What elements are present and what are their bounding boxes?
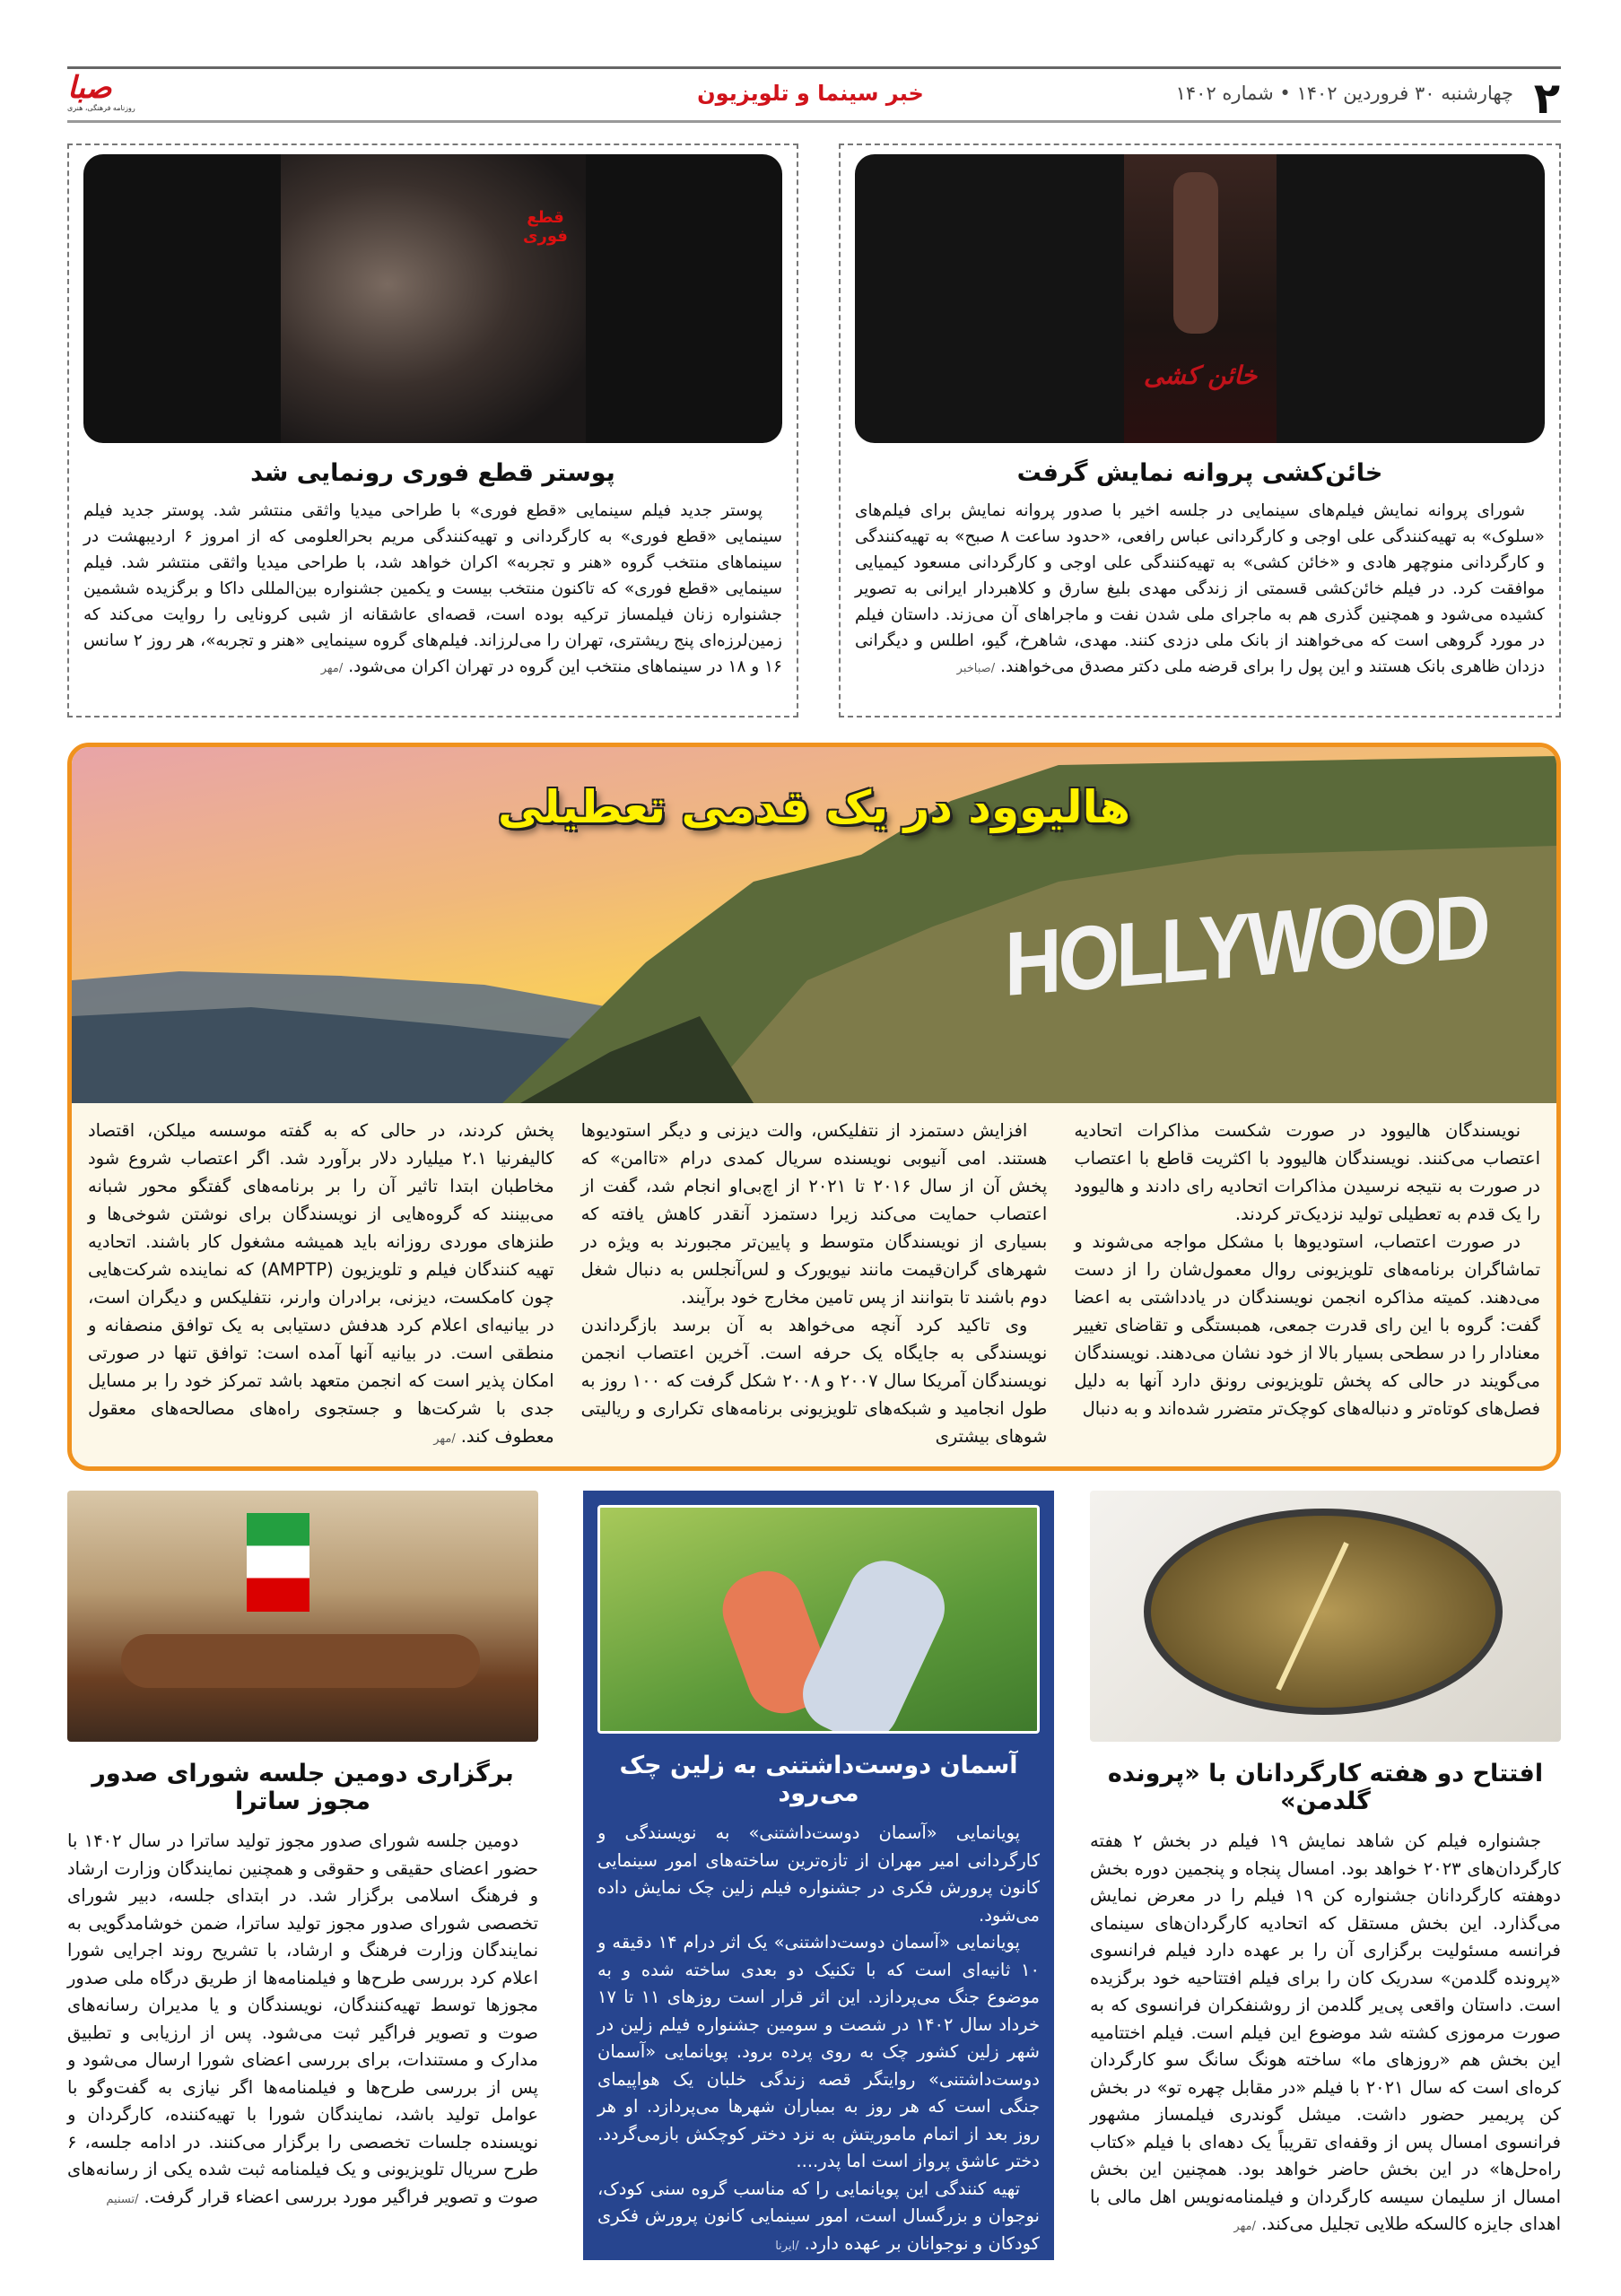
article-body: جشنواره فیلم کن شاهد نمایش ۱۹ فیلم در بخش ۲ هفته کارگردان‌های ۲۰۲۳ خواهد بود. امسال پنجاه و پنجمین دوره بخش دوهفته کارگردانان جشنواره کن ۱۹ فیلم را در معرض نمایش می‌گذارد. این بخش مستقل که اتحادیه کارگردان‌های سینمای فرانسه مسئولیت برگزاری آن را بر عهده دارد فیلم فرانسوی «پرونده گلدمن» سدریک کان را برای فیلم افتتاحیه خود برگزیده است. داستان واقعی پی‌یر گلدمن از روشنفکران فرانسوی که به صورت مرموزی کشته شد موضوع این فیلم است. فیلم اختتامیه این بخش هم «روزهای ما» ساخته هونگ سانگ سو کارگردان کره‌ای است که سال ۲۰۲۱ با فیلم «در مقابل چهره تو» در بخش کن پریمیر حضور داشت. میشل گوندری فیلمساز مشهور فرانسوی امسال پس از وقفه‌ای تقریباً یک دهه‌ای با فیلم «کتاب راه‌حل‌ها» در این بخش حاضر خواهد بود. همچنین این بخش امسال از سلیمان سیسه کارگردان و فیلمنامه‌نویس اهل مالی با اهدای جایزه کالسکه طلایی تجلیل می‌کند./مهر xyxy=(1090,1831,1562,2234)
paragraph: وی تاکید کرد آنچه می‌خواهد به آن برسد بازگرداندن نویسندگی به جایگاه یک حرفه است. آخرین اعتصاب انجمن نویسندگان آمریکا سال ۲۰۰۷ و ۲۰۰۸ شکل گرفت که ۱۰۰ روز به طول انجامید و شبکه‌های تلویزیونی برنامه‌های تکراری و ریالیتی شوهای بیشتری xyxy=(580,1315,1048,1447)
banner-column-3 xyxy=(88,1117,554,1453)
hollywood-sign-photo xyxy=(72,747,1556,1103)
paragraph: تهیه کنندگی این پویانمایی را که مناسب گروه سنی کودک، نوجوان و بزرگسال است، امور سینمایی کانون پرورش فکری کودکان و نوجوانان بر عهده دارد. xyxy=(597,2178,1040,2254)
article-khaen-koshi xyxy=(839,144,1561,718)
article-headline: پوستر قطع فوری رونمایی شد xyxy=(250,459,615,487)
article-headline: برگزاری دومین جلسه شورای صدور مجوز ساترا xyxy=(92,1760,514,1815)
header-top-rule xyxy=(67,66,1561,69)
source-credit: /تسنیم xyxy=(106,2192,139,2206)
paragraph: پخش کردند، در حالی که به گفته موسسه میلکن، اقتصاد کالیفرنیا ۲.۱ میلیارد دلار برآورد شد. اگر اعتصاب شروع شود مخاطبان ابتدا تاثیر آن را بر برنامه‌های گفتگو محور شبانه می‌بینند که گروه‌هایی از نویسندگان برای نوشتن شوخی‌ها و طنزهای موردی روزانه باید همیشه مشغول کار باشند. اتحادیه تهیه کنندگان فیلم و تلویزیون (AMPTP) که نماینده شرکت‌هایی چون کامکست، دیزنی، برادران وارنر، نتفلیکس و دیگران است، در بیانیه‌ای اعلام کرد هدفش دستیابی به یک توافق منصفانه و منطقی است. در بیانیه آنها آمده است: توافق تنها در صورتی امکان پذیر است که انجمن متعهد باشد تمرکز خود را بر مسایل جدی با شرکت‌ها و جستجوی راه‌های مصالحه‌های معقول معطوف کند. xyxy=(87,1120,554,1447)
animation-still xyxy=(597,1505,1040,1734)
article-ghate-fori xyxy=(67,144,798,718)
logo-text: صبا xyxy=(67,70,112,106)
article-body: شورای پروانه نمایش فیلم‌های سینمایی در جلسه اخیر با صدور پروانه نمایش برای فیلم‌های «سلوک» به تهیه‌کنندگی علی اوجی و کارگردانی عباس رافعی، «حدود ساعت ۸ صبح» به تهیه‌کنندگی و کارگردانی منوچهر هادی و «خائن کشی» به تهیه‌کنندگی علی اوجی و کارگردانی مسعود کیمیایی موافقت کرد. در فیلم خائن‌کشی قسمتی از زندگی مهدی بلیغ سارق و کلاهبردار ایرانی به تصویر کشیده می‌شود و همچنین گذری هم به ماجرای ملی شدن نفت و ماجراهای آن می‌زند. داستان فیلم در مورد گروهی است که می‌خواهند از بانک ملی دزدی کنند. مهدی، شاهرخ، گیو، اطلس و دیگرانی دزدان ظاهری بانک هستند و این پول را برای قرضه ملی دکتر مصدق می‌خواهند./صباخبر xyxy=(855,501,1545,676)
banner-headline: هالیوود در یک قدمی تعطیلی xyxy=(497,781,1131,833)
poster-image-ghate-fori xyxy=(83,154,782,443)
article-satra xyxy=(67,1491,538,2213)
poster-title: خائن کشی xyxy=(1143,361,1258,390)
poster-image-khaen-koshi xyxy=(855,154,1545,443)
banner-column-1 xyxy=(1074,1117,1540,1453)
article-body: دومین جلسه شورای صدور مجوز تولید ساترا در سال ۱۴۰۲ با حضور اعضای حقیقی و حقوقی و همچنین نمایندگان وزارت ارشاد و فرهنگ اسلامی برگزار شد. در ابتدای جلسه، دبیر شورای تخصصی شورای صدور مجوز تولید ساترا، ضمن خوشامدگویی به نمایندگان وزارت فرهنگ و ارشاد، با تشریح روند اجرایی شورا اعلام کرد بررسی طرح‌ها و فیلمنامه‌ها از طریق درگاه ملی صدور مجوزها توسط تهیه‌کنندگان، نویسندگان و یا مدیران رسانه‌های صوت و تصویر فراگیر ثبت می‌شود. پس از ارزیابی و تطبیق مدارک و مستندات، برای بررسی اعضای شورا ارسال می‌شود و پس از بررسی طرح‌ها و فیلمنامه‌ها اگر نیازی به گفت‌وگو با عوامل تولید باشد، نمایندگان شورا با تهیه‌کننده، کارگردان و نویسنده جلسات تخصصی را برگزار می‌کنند. در ادامه جلسه، ۶ طرح سریال تلویزیونی و یک فیلمنامه ثبت شده یکی از رسانه‌های صوت و تصویر فراگیر مورد بررسی اعضاء قرار گرفت./تسنیم xyxy=(67,1831,538,2207)
source-credit: /ایرنا xyxy=(775,2239,799,2253)
header-bottom-rule xyxy=(67,120,1561,123)
paragraph: پویانمایی «آسمان دوست‌داشتنی» به نویسندگی و کارگردانی امیر مهران از تازه‌ترین ساخته‌های امور سینمایی کانون پرورش فکری در جشنواره فیلم زلین چک نمایش داده می‌شود. xyxy=(597,1822,1040,1926)
banner-columns xyxy=(88,1117,1540,1453)
banner-column-2 xyxy=(581,1117,1048,1453)
section-title: خبر سینما و تلویزیون xyxy=(697,81,924,106)
issue-date: چهارشنبه ۳۰ فروردین ۱۴۰۲ • شماره ۱۴۰۲ xyxy=(1175,83,1513,104)
article-headline: خائن‌کشی پروانه نمایش گرفت xyxy=(1016,459,1383,487)
meeting-photo xyxy=(67,1491,538,1742)
source-credit: /مهر xyxy=(1233,2220,1256,2233)
paragraph: افزایش دستمزد از نتفلیکس، والت دیزنی و دیگر استودیوها هستند. امی آنیوبی نویسنده سریال کمدی درام «تاامن» که پخش آن از سال ۲۰۱۶ تا ۲۰۲۱ از اچ‌بی‌او انجام شد، گفت از اعتصاب حمایت می‌کند زیرا دستمزد آنقدر کاهش یافته که بسیاری از نویسندگان متوسط و پایین‌تر مجبورند به ویژه در شهرهای گران‌قیمت مانند نیویورک و لس‌آنجلس به دنبال شغل دوم باشند تا بتوانند از پس تامین مخارج خود برآیند. xyxy=(580,1120,1048,1308)
logo-tagline: روزنامه فرهنگی، هنری xyxy=(67,104,135,112)
hollywood-sign: HOLLYWOOD xyxy=(1005,874,1487,1015)
paragraph: نویسندگان هالیوود در صورت شکست مذاکرات اتحادیه اعتصاب می‌کنند. نویسندگان هالیوود با اکثریت قاطع با اعتصاب در صورت به نتیجه نرسیدن مذاکرات اتحادیه رای دادند و هالیوود را یک قدم به تعطیلی تولید نزدیک‌تر کردند. xyxy=(1074,1120,1540,1224)
source-credit: /صباخبر xyxy=(956,662,996,675)
palme-dor-photo xyxy=(1090,1491,1561,1742)
article-headline: آسمان دوست‌داشتنی به زلین چک می‌رود xyxy=(619,1752,1018,1807)
source-credit: /مهر xyxy=(433,1432,456,1446)
poster-title: قطع فوری xyxy=(523,208,568,246)
article-headline: افتتاح دو هفته کارگردانان با «پرونده گلدمن» xyxy=(1107,1760,1544,1815)
source-credit: /مهر xyxy=(320,662,344,675)
article-goldman xyxy=(1090,1491,1561,2241)
article-body: پوستر جدید فیلم سینمایی «قطع فوری» با طراحی میدیا واثقی منتشر شد. پوستر جدید فیلم سینمایی «قطع فوری» به کارگردانی و تهیه‌کنندگی مریم بحرالعلومی که از امروز ۶ اردیبهشت در سینماهای منتخب گروه «هنر و تجربه» اکران خواهد شد، با طراحی میدیا واثقی منتشر شد. فیلم سینمایی «قطع فوری» که تاکنون منتخب بیست و یکمین جشنواره بین‌المللی داکا و برگزیده ششمین جشنواره زنان فیلمساز ترکیه بوده است، قصه‌ای عاشقانه از شبی کرونایی را روایت می‌کند که زمین‌لرزه‌ای پنج ریشتری، تهران را می‌لرزاند. فیلم‌های گروه سینمایی «هنر و تجربه»، هر روز ۲ سانس ۱۶ و ۱۸ در سینماهای منتخب این گروه در تهران اکران می‌شود./مهر xyxy=(83,501,782,676)
page-number: ۲ xyxy=(1533,74,1560,124)
article-body xyxy=(597,1820,1040,2260)
article-aseman xyxy=(583,1491,1054,2260)
paragraph: در صورت اعتصاب، استودیوها با مشکل مواجه می‌شوند و تماشاگران برنامه‌های تلویزیونی روال معمول‌شان را از دست می‌دهند. کمیته مذاکره انجمن نویسندگان در یادداشتی به اعضا گفت: گروه با این رای قدرت جمعی، همبستگی و تقاضای تغییر معنادار را در سطحی بسیار بالا از خود نشان می‌دهند. نویسندگان می‌گویند در حالی که پخش تلویزیونی رونق دارد آنها به دلیل فصل‌های کوتاه‌تر و دنباله‌های کوچک‌تر متضرر شده‌اند و به دنبال xyxy=(1074,1231,1540,1419)
hollywood-feature xyxy=(67,743,1561,1471)
paragraph: پویانمایی «آسمان دوست‌داشتنی» یک اثر درام ۱۴ دقیقه و ۱۰ ثانیه‌ای است که با تکنیک دو بعدی ساخته شده و به موضوع جنگ می‌پردازد. این اثر قرار است روزهای ۱۱ تا ۱۷ خرداد سال ۱۴۰۲ در شصت و سومین جشنواره فیلم زلین در شهر زلین کشور چک به روی پرده برود. پویانمایی «آسمان دوست‌داشتنی» روایتگر قصه زندگی خلبان یک هواپیمای جنگی است که هر روز به بمباران شهرها می‌پردازد. او هر روز بعد از اتمام ماموریتش به نزد دختر کوچکش بازمی‌گردد. دختر عاشق پرواز است اما پدر.... xyxy=(597,1932,1041,2171)
newspaper-logo[interactable] xyxy=(67,72,157,117)
